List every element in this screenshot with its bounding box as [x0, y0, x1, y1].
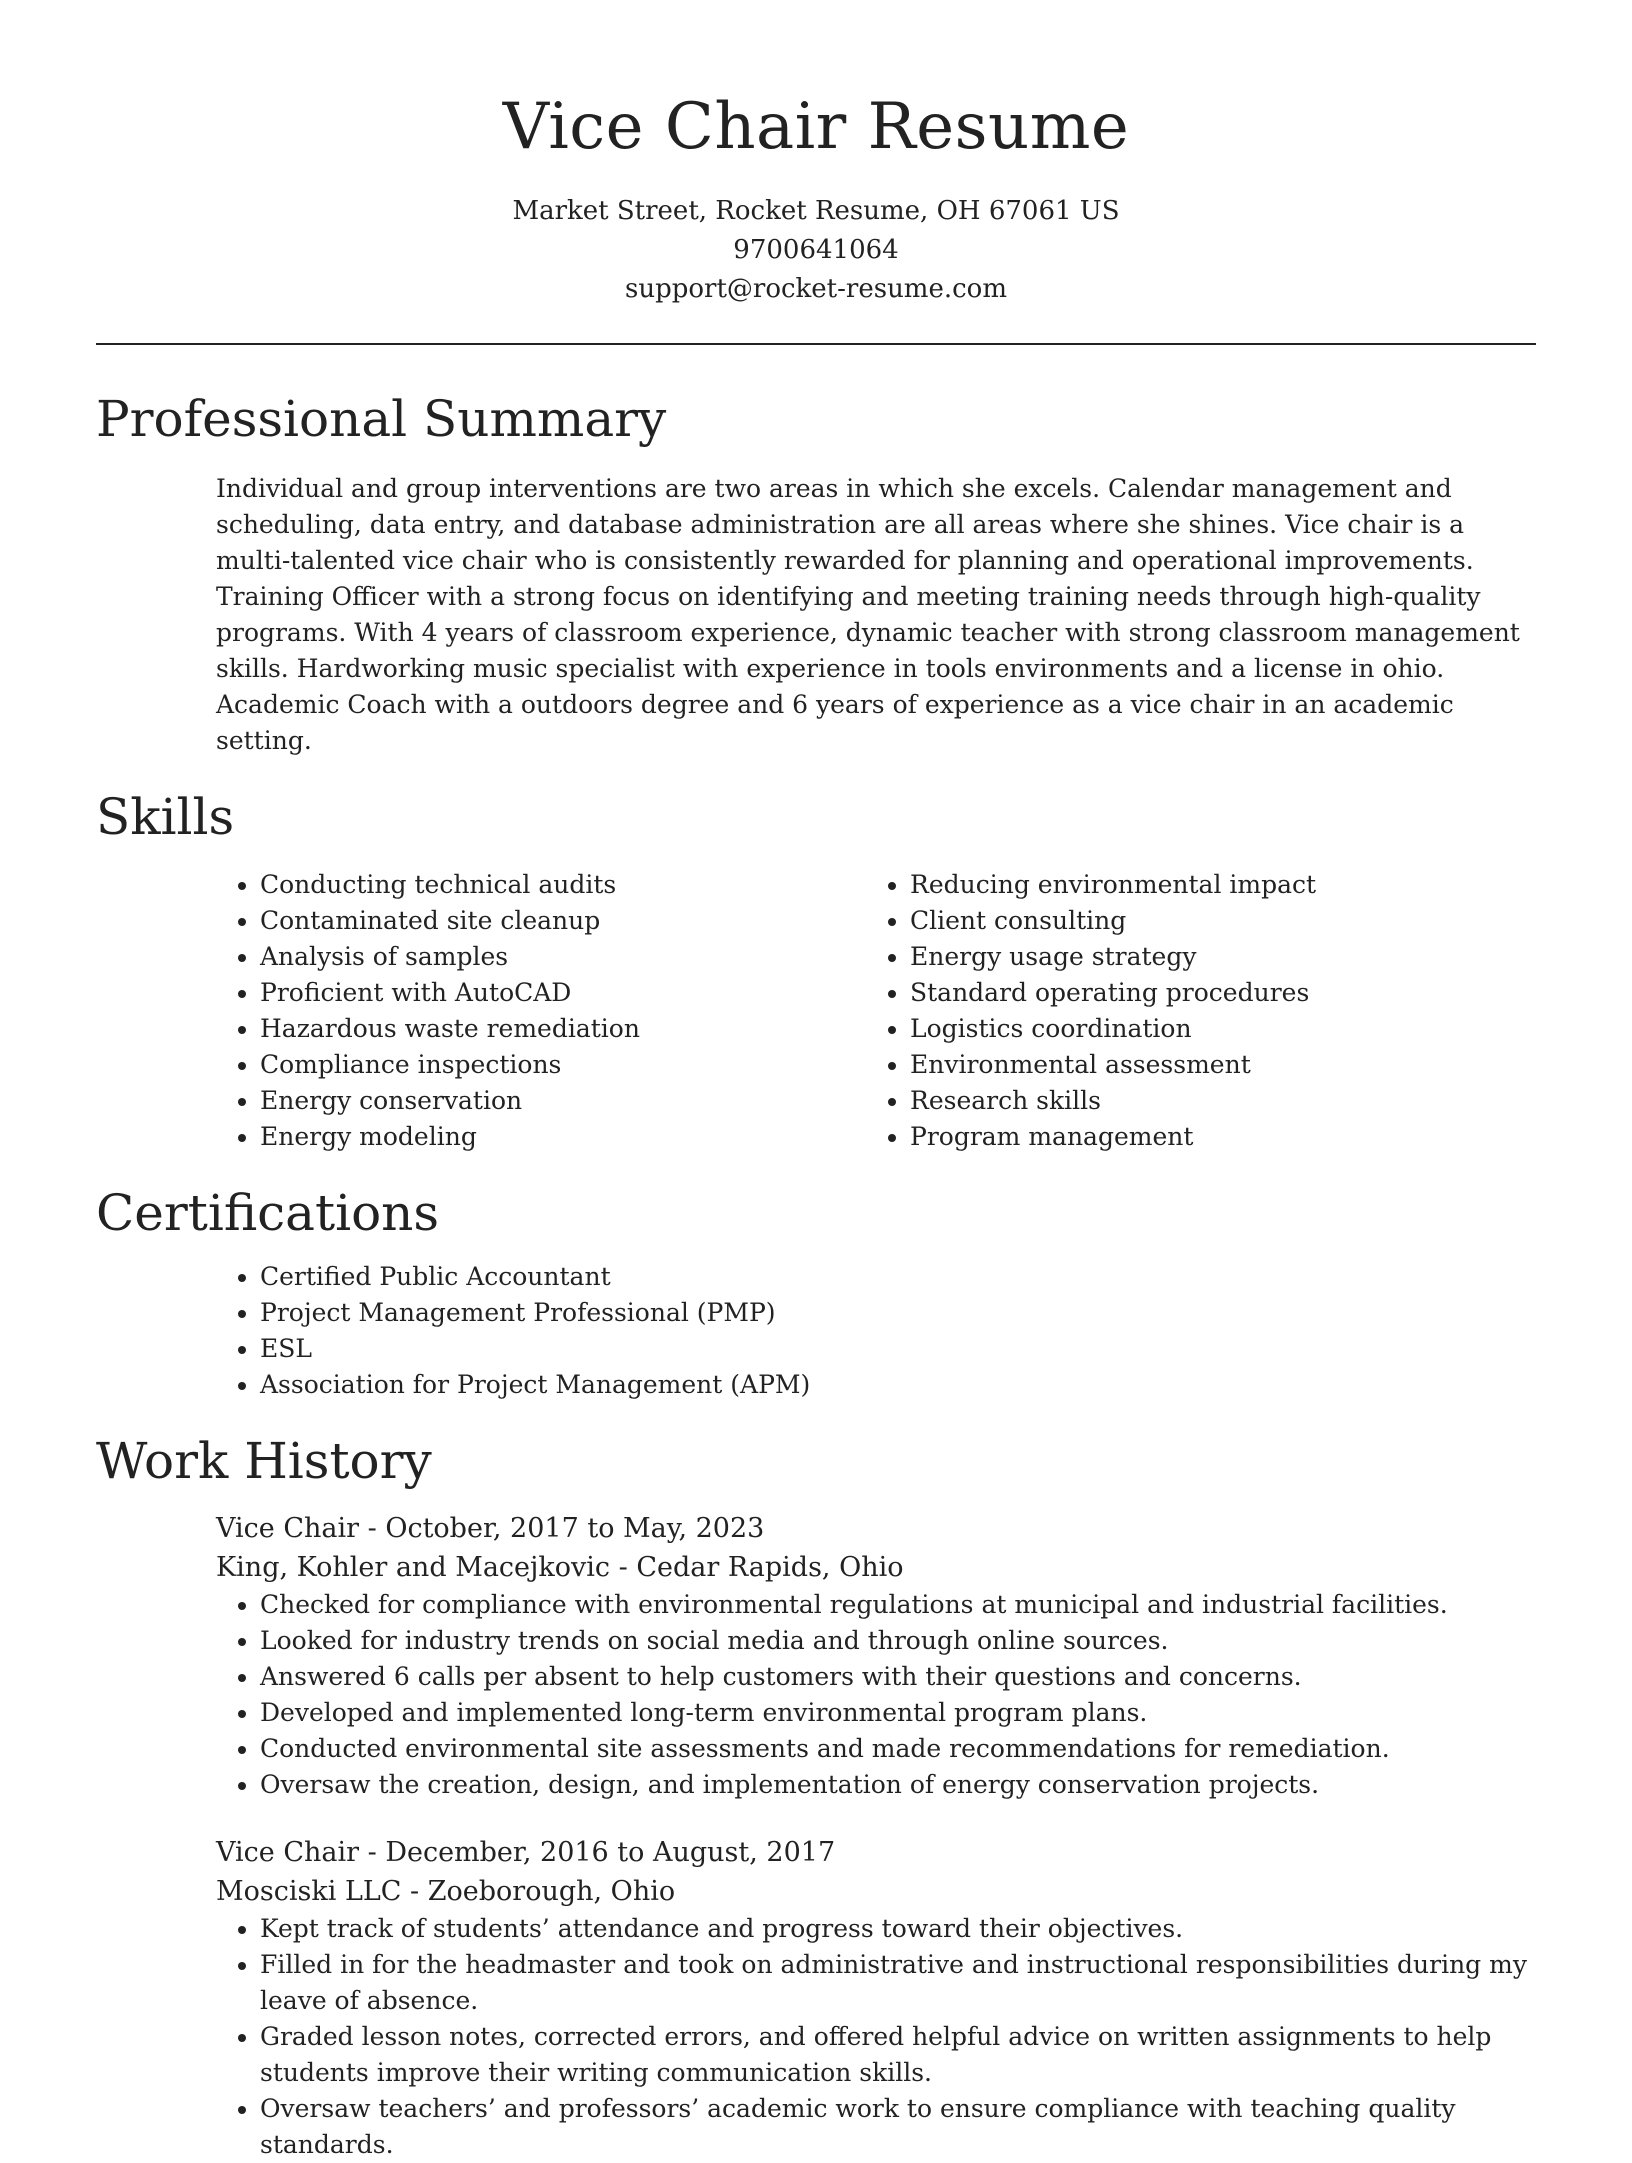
skill-item: • Analysis of samples	[260, 939, 866, 975]
section-title-work-history: Work History	[96, 1432, 432, 1490]
contact-phone: 9700641064	[733, 235, 899, 265]
skills-column-right	[866, 867, 1516, 1155]
job-duty-item: • Kept track of students’ attendance and progress toward their objectives.	[260, 1911, 1536, 1947]
skill-item: • Energy modeling	[260, 1119, 866, 1155]
job-duty-item: • Filled in for the headmaster and took on administrative and instructional responsibilities during my leave of absence.	[260, 1947, 1536, 2019]
resume-header	[96, 0, 1536, 309]
skill-item: • Conducting technical audits	[260, 867, 866, 903]
job-duty-item: • Looked for industry trends on social media and through online sources.	[260, 1623, 1536, 1659]
skill-item: • Environmental assessment	[910, 1047, 1516, 1083]
certification-item: • Project Management Professional (PMP)	[260, 1295, 1536, 1331]
skill-item: • Hazardous waste remediation	[260, 1011, 866, 1047]
skill-item: • Proficient with AutoCAD	[260, 975, 866, 1011]
header-divider	[96, 343, 1536, 345]
summary-text: Individual and group interventions are two areas in which she excels. Calendar management and scheduling, data entry, and database administration are all areas where she shines. Vice chair is a multi-talented vice chair who is consistently rewarded for planning and operational improvements. Training Officer with a strong focus on identifying and meeting training needs through high-quality programs. With 4 years of classroom experience, dynamic teacher with strong classroom management skills. Hardworking music specialist with experience in tools environments and a license in ohio. Academic Coach with a outdoors degree and 6 years of experience as a vice chair in an academic setting.	[216, 474, 1520, 755]
contact-email: support@rocket-resume.com	[624, 274, 1007, 304]
resume-page	[96, 0, 1536, 2163]
contact-block	[96, 192, 1536, 309]
skills-column-left	[216, 867, 866, 1155]
skill-item: • Energy conservation	[260, 1083, 866, 1119]
job-duty-item: • Oversaw teachers’ and professors’ academic work to ensure compliance with teaching quality standards.	[260, 2091, 1536, 2163]
job-company-line: King, Kohler and Macejkovic - Cedar Rapids, Ohio	[216, 1552, 904, 1583]
skill-item: • Contaminated site cleanup	[260, 903, 866, 939]
certifications-block	[216, 1259, 1536, 1403]
job-duties-list	[216, 1911, 1536, 2163]
job-duty-item: • Answered 6 calls per absent to help customers with their questions and concerns.	[260, 1659, 1536, 1695]
skill-item: • Logistics coordination	[910, 1011, 1516, 1047]
skill-item: • Client consulting	[910, 903, 1516, 939]
job-company-line: Mosciski LLC - Zoeborough, Ohio	[216, 1876, 676, 1907]
job-duty-item: • Checked for compliance with environmental regulations at municipal and industrial facilities.	[260, 1587, 1536, 1623]
job-entry	[216, 1833, 1536, 2163]
job-title-line: Vice Chair - December, 2016 to August, 2017	[216, 1837, 836, 1868]
certification-item: • ESL	[260, 1331, 1536, 1367]
certifications-list	[216, 1259, 1536, 1403]
certification-item: • Certified Public Accountant	[260, 1259, 1536, 1295]
skill-item: • Energy usage strategy	[910, 939, 1516, 975]
skill-item: • Reducing environmental impact	[910, 867, 1516, 903]
job-duty-item: • Conducted environmental site assessments and made recommendations for remediation.	[260, 1731, 1536, 1767]
job-duty-item: • Graded lesson notes, corrected errors, and offered helpful advice on written assignments to help students improve their writing communication skills.	[260, 2019, 1536, 2091]
skill-item: • Compliance inspections	[260, 1047, 866, 1083]
skills-columns	[216, 867, 1536, 1155]
resume-title: Vice Chair Resume	[502, 90, 1130, 164]
skills-list-left	[216, 867, 866, 1155]
skill-item: • Standard operating procedures	[910, 975, 1516, 1011]
job-duty-item: • Developed and implemented long-term environmental program plans.	[260, 1695, 1536, 1731]
section-title-summary: Professional Summary	[96, 390, 667, 448]
contact-address: Market Street, Rocket Resume, OH 67061 US	[512, 196, 1120, 226]
section-title-skills: Skills	[96, 788, 235, 846]
job-title-line: Vice Chair - October, 2017 to May, 2023	[216, 1513, 765, 1544]
skill-item: • Research skills	[910, 1083, 1516, 1119]
job-entry	[216, 1509, 1536, 1803]
skills-list-right	[866, 867, 1516, 1155]
certification-item: • Association for Project Management (APM)	[260, 1367, 1536, 1403]
job-duties-list	[216, 1587, 1536, 1803]
section-title-certifications: Certifications	[96, 1184, 440, 1242]
skill-item: • Program management	[910, 1119, 1516, 1155]
job-duty-item: • Oversaw the creation, design, and implementation of energy conservation projects.	[260, 1767, 1536, 1803]
